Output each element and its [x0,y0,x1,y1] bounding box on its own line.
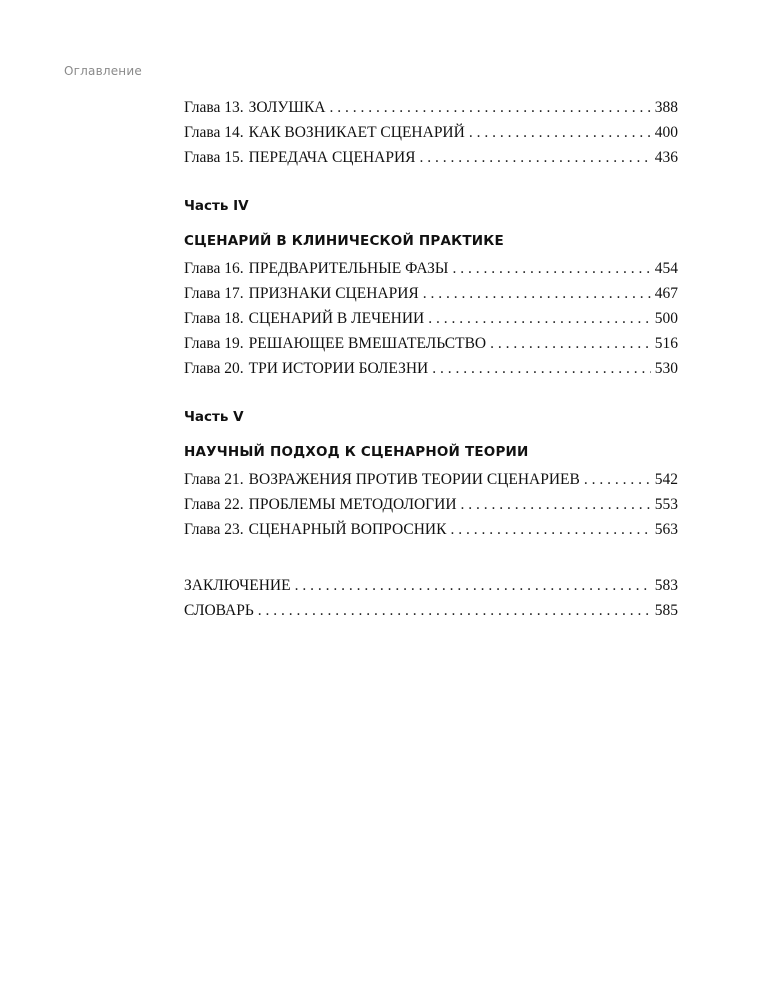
toc-entry-chapter-22[interactable] [184,492,678,517]
running-head: Оглавление [64,64,142,78]
toc-entry-glossary[interactable] [184,598,678,623]
chapter-label: Глава 19. [184,335,244,352]
chapter-label: Глава 18. [184,310,244,327]
chapter-title: СЦЕНАРНЫЙ ВОПРОСНИК [248,521,447,538]
toc-entry-chapter-15[interactable] [184,145,678,170]
part-title: НАУЧНЫЙ ПОДХОД К СЦЕНАРНОЙ ТЕОРИИ [184,444,529,460]
dot-leader [295,573,651,598]
page-number: 454 [654,260,678,277]
page-number: 516 [654,335,678,352]
toc-entry-chapter-20[interactable] [184,356,678,381]
page-number: 388 [654,99,678,116]
chapter-title: ЗОЛУШКА [248,99,326,116]
dot-leader [452,256,650,281]
page-number: 400 [654,124,678,141]
dot-leader [420,145,651,170]
dot-leader [423,281,651,306]
part-title: СЦЕНАРИЙ В КЛИНИЧЕСКОЙ ПРАКТИКЕ [184,233,504,249]
toc-group-continued [184,95,678,170]
chapter-label: Глава 22. [184,496,244,513]
toc-entry-chapter-19[interactable] [184,331,678,356]
toc-entry-chapter-23[interactable] [184,517,678,542]
page-number: 500 [654,310,678,327]
chapter-title: ПЕРЕДАЧА СЦЕНАРИЯ [248,149,416,166]
toc-group-back-matter [184,573,678,623]
dot-leader [469,120,651,145]
table-of-contents [184,95,678,623]
chapter-title: ПРИЗНАКИ СЦЕНАРИЯ [248,285,419,302]
chapter-title: РЕШАЮЩЕЕ ВМЕШАТЕЛЬСТВО [248,335,487,352]
chapter-label: Глава 15. [184,149,244,166]
chapter-title: ТРИ ИСТОРИИ БОЛЕЗНИ [248,360,429,377]
page-number: 553 [654,496,678,513]
dot-leader [432,356,651,381]
dot-leader [584,467,651,492]
toc-entry-conclusion[interactable] [184,573,678,598]
dot-leader [428,306,651,331]
dot-leader [450,517,650,542]
part-label: Часть IV [184,198,249,214]
toc-entry-chapter-21[interactable] [184,467,678,492]
toc-entry-chapter-16[interactable] [184,256,678,281]
toc-group-part-iv [184,197,678,381]
part-label: Часть V [184,409,244,425]
toc-entry-chapter-18[interactable] [184,306,678,331]
page-number: 436 [654,149,678,166]
back-matter-title: ЗАКЛЮЧЕНИЕ [184,577,291,594]
page-number: 542 [654,471,678,488]
chapter-title: ВОЗРАЖЕНИЯ ПРОТИВ ТЕОРИИ СЦЕНАРИЕВ [248,471,580,488]
page-number: 563 [654,521,678,538]
page-number: 583 [654,577,678,594]
chapter-label: Глава 16. [184,260,244,277]
chapter-title: ПРОБЛЕМЫ МЕТОДОЛОГИИ [248,496,457,513]
toc-entry-chapter-17[interactable] [184,281,678,306]
toc-entry-chapter-14[interactable] [184,120,678,145]
page-number: 585 [654,602,678,619]
toc-entry-chapter-13[interactable] [184,95,678,120]
chapter-label: Глава 20. [184,360,244,377]
chapter-title: КАК ВОЗНИКАЕТ СЦЕНАРИЙ [248,124,465,141]
chapter-label: Глава 23. [184,521,244,538]
page-number: 530 [654,360,678,377]
chapter-label: Глава 21. [184,471,244,488]
dot-leader [461,492,651,517]
back-matter-title: СЛОВАРЬ [184,602,254,619]
chapter-label: Глава 14. [184,124,244,141]
chapter-title: ПРЕДВАРИТЕЛЬНЫЕ ФАЗЫ [248,260,449,277]
dot-leader [490,331,651,356]
chapter-label: Глава 17. [184,285,244,302]
page-number: 467 [654,285,678,302]
toc-group-part-v [184,408,678,542]
dot-leader [258,598,651,623]
chapter-title: СЦЕНАРИЙ В ЛЕЧЕНИИ [248,310,425,327]
chapter-label: Глава 13. [184,99,244,116]
dot-leader [330,95,651,120]
